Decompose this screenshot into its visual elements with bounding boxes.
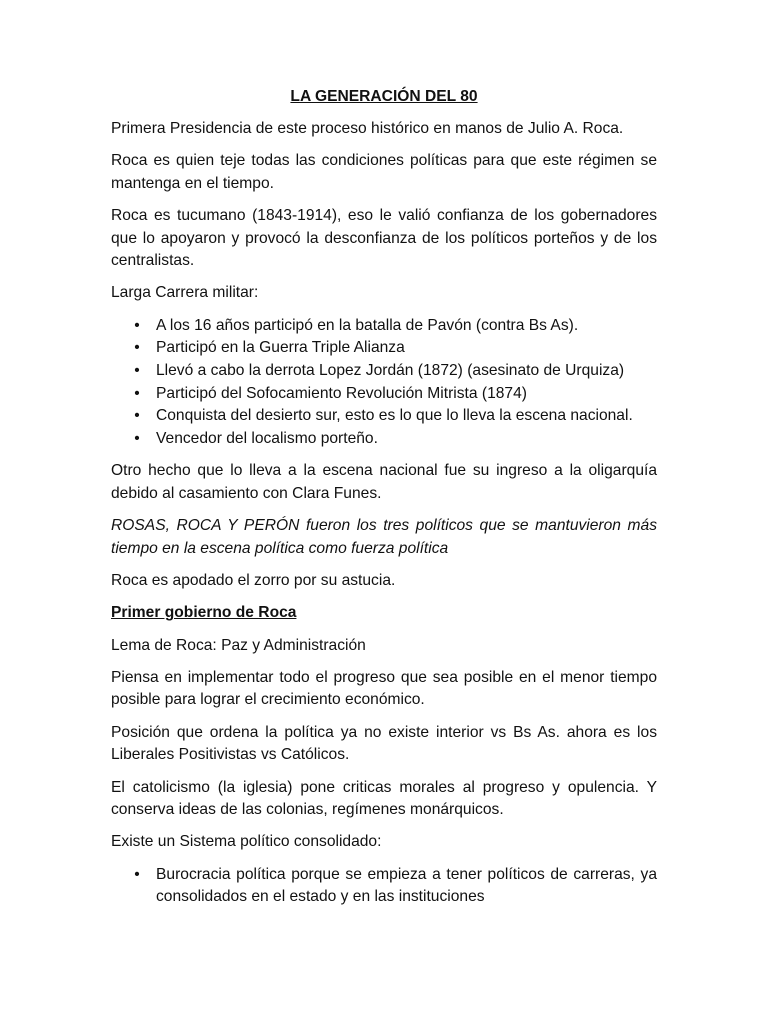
paragraph-tucumano: Roca es tucumano (1843-1914), eso le valió confianza de los gobernadores que lo apoyaron y provocó la desconfianza de los políticos porteños y de los centralistas. [111, 206, 657, 270]
list-item-text: Participó en la Guerra Triple Alianza [156, 339, 405, 357]
paragraph-rosas-roca-peron: ROSAS, ROCA Y PERÓN fueron los tres políticos que se mantuvieron más tiempo en la escena política como fuerza política [111, 517, 657, 557]
bullet-icon: • [134, 430, 140, 448]
bullet-icon: • [134, 362, 140, 380]
document-title: LA GENERACIÓN DEL 80 [290, 88, 478, 105]
list-item-text: Conquista del desierto sur, esto es lo que lo lleva la escena nacional. [156, 407, 633, 425]
list-item-text: Participó del Sofocamiento Revolución Mitrista (1874) [156, 384, 527, 402]
document-page [111, 86, 657, 919]
list-item [111, 315, 657, 338]
bullet-icon: • [134, 865, 140, 883]
paragraph-oligarquia: Otro hecho que lo lleva a la escena nacional fue su ingreso a la oligarquía debido al casamiento con Clara Funes. [111, 462, 657, 503]
paragraph-posicion: Posición que ordena la política ya no existe interior vs Bs As. ahora es los Liberales Positivistas vs Católicos. [111, 723, 657, 764]
paragraph-catolicismo: El catolicismo (la iglesia) pone criticas morales al progreso y opulencia. Y conserva ideas de las colonias, regímenes monárquicos. [111, 778, 657, 819]
paragraph-condiciones-politicas: Roca es quien teje todas las condiciones políticas para que este régimen se mantenga en el tiempo. [111, 151, 657, 192]
paragraph-sistema-politico: Existe un Sistema político consolidado: [111, 833, 382, 851]
paragraph-carrera-militar: Larga Carrera militar: [111, 284, 259, 302]
paragraph-progreso: Piensa en implementar todo el progreso que sea posible en el menor tiempo posible para lograr el crecimiento económico. [111, 668, 657, 709]
list-item [111, 405, 657, 428]
bullet-icon: • [134, 384, 140, 402]
list-item [111, 428, 657, 451]
paragraph-lema: Lema de Roca: Paz y Administración [111, 636, 366, 654]
list-item-text: A los 16 años participó en la batalla de Pavón (contra Bs As). [156, 316, 579, 334]
military-career-list [111, 315, 657, 451]
list-item-text: Vencedor del localismo porteño. [156, 430, 378, 448]
bullet-icon: • [134, 339, 140, 357]
section-heading-primer-gobierno: Primer gobierno de Roca [111, 604, 297, 622]
list-item [111, 360, 657, 383]
paragraph-primera-presidencia: Primera Presidencia de este proceso histórico en manos de Julio A. Roca. [111, 119, 624, 137]
list-item [111, 864, 657, 909]
paragraph-zorro: Roca es apodado el zorro por su astucia. [111, 572, 396, 590]
list-item [111, 337, 657, 360]
list-item [111, 383, 657, 406]
bullet-icon: • [134, 316, 140, 334]
bullet-icon: • [134, 407, 140, 425]
list-item-text: Llevó a cabo la derrota Lopez Jordán (1872) (asesinato de Urquiza) [156, 362, 625, 380]
list-item-text: Burocracia política porque se empieza a tener políticos de carreras, ya consolidados en el estado y en las instituciones [156, 865, 657, 906]
political-system-list [111, 864, 657, 909]
